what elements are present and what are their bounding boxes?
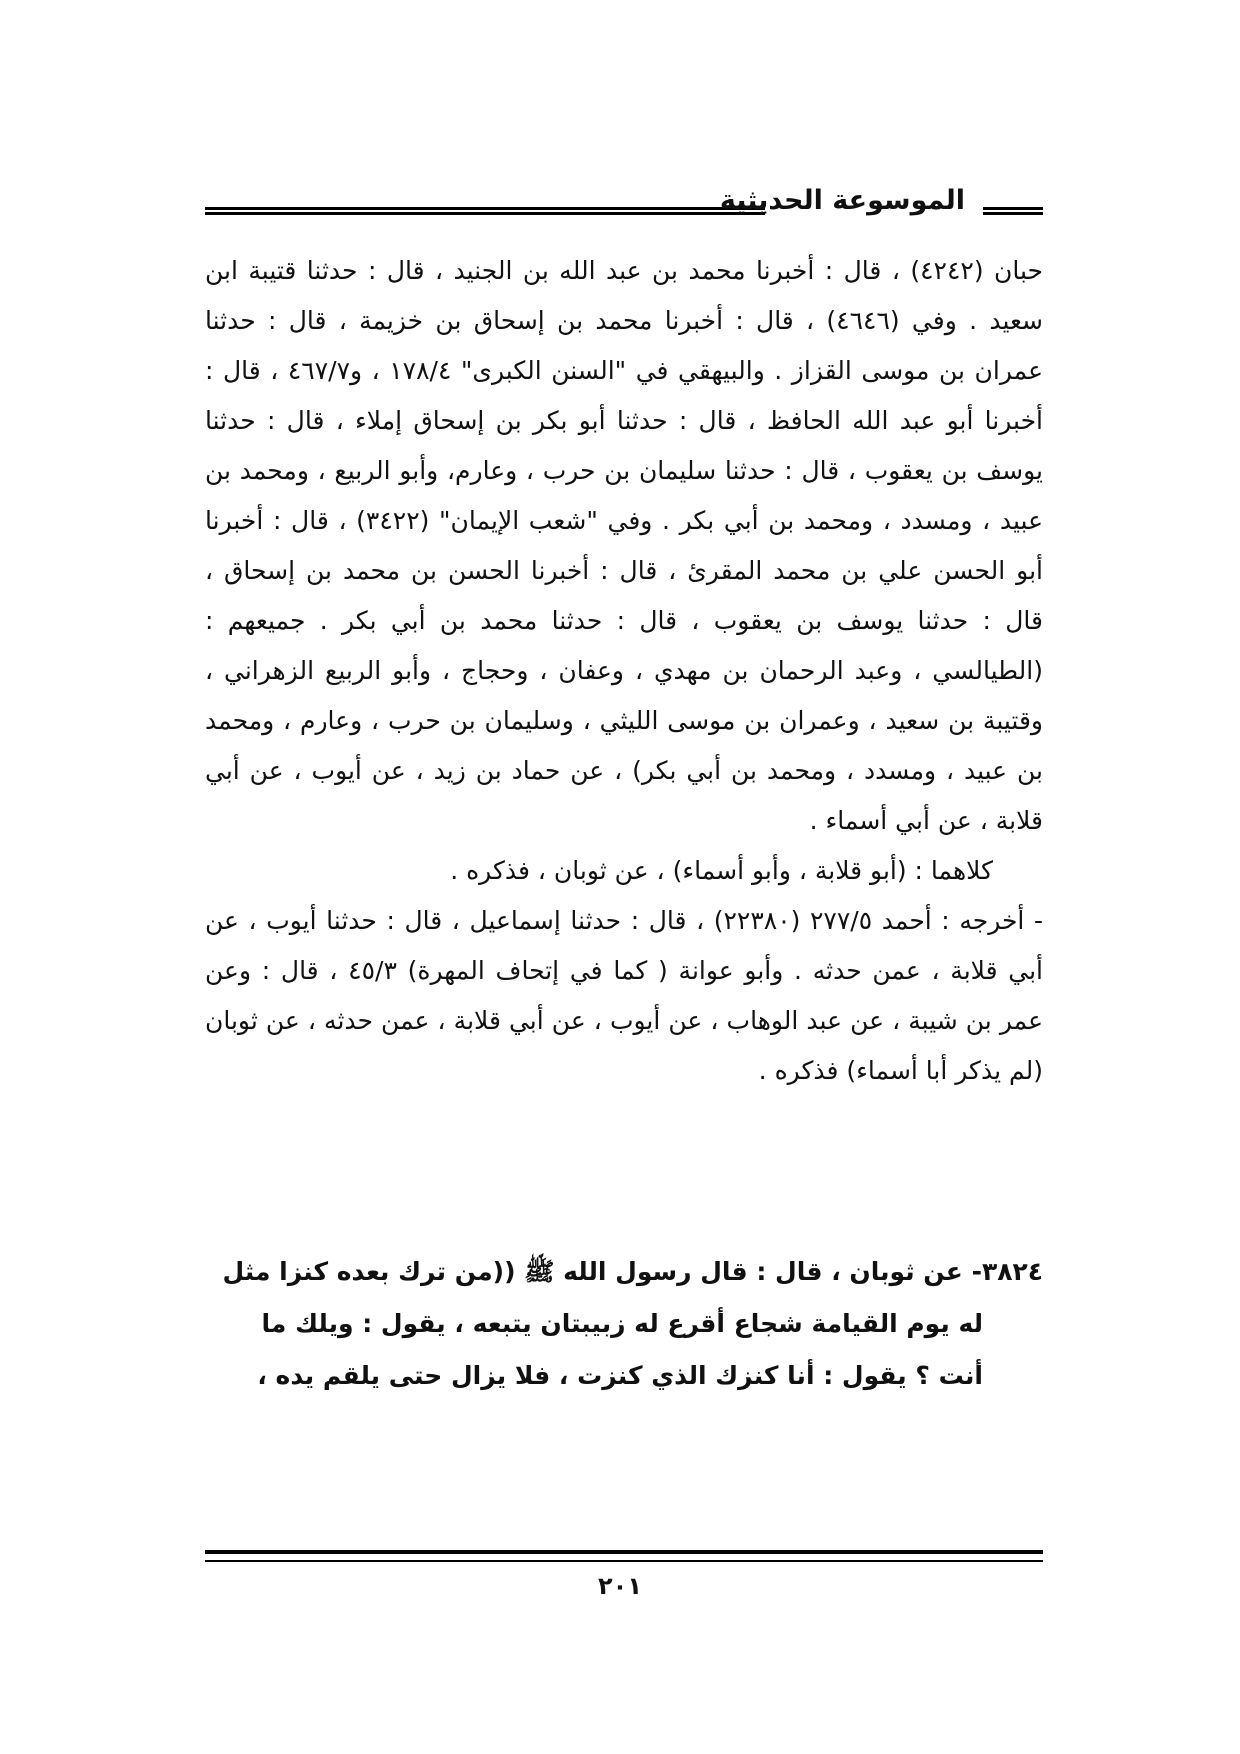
hadith-line-2: له يوم القيامة شجاع أقرع له زبيبتان يتبعه ، يقول : ويلك ما bbox=[261, 1309, 983, 1338]
header-rule-right bbox=[983, 207, 1043, 215]
running-header bbox=[205, 185, 1043, 233]
footer-rule bbox=[205, 1550, 1043, 1562]
page-number: ٢٠١ bbox=[598, 1572, 642, 1600]
hadith-text bbox=[205, 1246, 1043, 1402]
takhrij-paragraph: حبان (٤٢٤٢) ، قال : أخبرنا محمد بن عبد الله بن الجنيد ، قال : حدثنا قتيبة ابن سعيد . وفي (٤٦٤٦) ، قال : أخبرنا محمد بن إسحاق بن خزيمة ، قال : حدثنا عمران بن موسى القزاز . والبيهقي في "السنن الكبرى" ١٧٨/٤ ، و٤٦٧/٧ ، قال : أخبرنا أبو عبد الله الحافظ ، قال : حدثنا أبو بكر بن إسحاق إملاء ، قال : حدثنا يوسف بن يعقوب ، قال : حدثنا سليمان بن حرب ، وعارم، وأبو الربيع ، ومحمد بن عبيد ، ومسدد ، ومحمد بن أبي بكر . وفي "شعب الإيمان" (٣٤٢٢) ، قال : أخبرنا أبو الحسن علي بن محمد المقرئ ، قال : أخبرنا الحسن بن محمد بن إسحاق ، قال : حدثنا يوسف بن يعقوب ، قال : حدثنا محمد بن أبي بكر . جميعهم : (الطيالسي ، وعبد الرحمان بن مهدي ، وعفان ، وحجاج ، وأبو الربيع الزهراني ، وقتيبة بن سعيد ، وعمران بن موسى الليثي ، وسليمان بن حرب ، وعارم ، ومحمد بن عبيد ، ومسدد ، ومحمد بن أبي بكر) ، عن حماد بن زيد ، عن أيوب ، عن أبي قلابة ، عن أبي أسماء . bbox=[205, 256, 1043, 835]
footnote-text bbox=[205, 246, 1043, 1096]
book-title: الموسوعة الحديثية bbox=[719, 185, 965, 216]
header-rule-left bbox=[205, 207, 765, 215]
hadith-line-1: ٣٨٢٤- عن ثوبان ، قال : قال رسول الله ﷺ ((من ترك بعده كنزا مثل bbox=[222, 1257, 1043, 1286]
summary-paragraph: كلاهما : (أبو قلابة ، وأبو أسماء) ، عن ثوبان ، فذكره . bbox=[450, 856, 993, 885]
hadith-line-3: أنت ؟ يقول : أنا كنزك الذي كنزت ، فلا يزال حتى يلقم يده ، bbox=[257, 1361, 983, 1390]
takhrij-paragraph-2: - أخرجه : أحمد ٢٧٧/٥ (٢٢٣٨٠) ، قال : حدثنا إسماعيل ، قال : حدثنا أيوب ، عن أبي قلابة ، عمن حدثه . وأبو عوانة ( كما في إتحاف المهرة) ٤٥/٣ ، قال : وعن عمر بن شيبة ، عن عبد الوهاب ، عن أيوب ، عن أبي قلابة ، عمن حدثه ، عن ثوبان (لم يذكر أبا أسماء) فذكره . bbox=[205, 906, 1044, 1085]
